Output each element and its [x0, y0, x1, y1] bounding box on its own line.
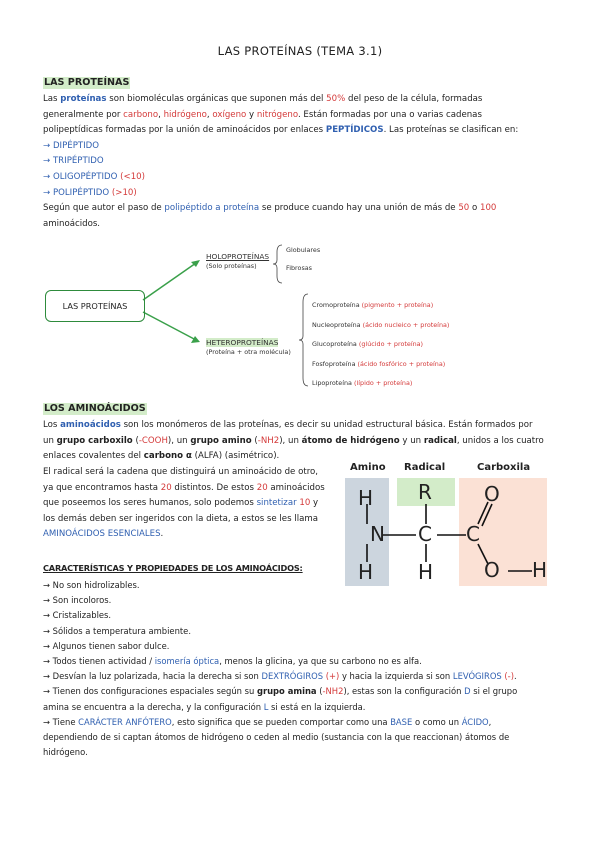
- atom-c-carboxyl: C: [466, 522, 480, 546]
- atom-c-alpha: C: [418, 522, 432, 546]
- text-line: Las proteínas son biomoléculas orgánicas que suponen más del 50% del peso de la célula, formadas: [43, 94, 483, 104]
- holo-title: HOLOPROTEÍNAS: [206, 252, 270, 261]
- atom-h-top: H: [358, 486, 374, 510]
- section-heading-caracteristicas: CARACTERÍSTICAS Y PROPIEDADES DE LOS AMINOÁCIDOS:: [43, 563, 303, 573]
- atom-n: N: [370, 522, 385, 546]
- page-title: LAS PROTEÍNAS (TEMA 3.1): [217, 44, 383, 58]
- arrow-to-hetero: [143, 312, 196, 340]
- hetero-item: Fosfoproteína (ácido fosfórico + proteína): [312, 360, 446, 368]
- label-radical: Radical: [404, 462, 446, 473]
- properties-list: [43, 578, 563, 760]
- list-item-continuation: hidrógeno.: [43, 747, 88, 758]
- list-item-continuation: dependiendo de si captan átomos de hidrógeno o ceden al medio (sustancia con la que reaccionan) átomos de: [43, 732, 510, 743]
- list-item: → No son hidrolizables.: [43, 580, 140, 590]
- text-line: aminoácidos.: [43, 218, 101, 229]
- brace-holo: [273, 245, 282, 283]
- text-line: AMINOÁCIDOS ESENCIALES.: [43, 529, 164, 540]
- holo-item-fibrosas: Fibrosas: [286, 264, 313, 272]
- text-line: enlaces covalentes del carbono α (ALFA) (asimétrico).: [43, 451, 280, 462]
- atom-o-double: O: [484, 482, 500, 506]
- list-item: → Tiene CARÁCTER ANFÓTERO, esto significa que se pueden comportar como una BASE o como un ÁCIDO,: [43, 716, 492, 727]
- holo-item-globulares: Globulares: [286, 246, 321, 254]
- classification-diagram: [0, 240, 600, 400]
- text-line: ya que encontramos hasta 20 distintos. De estos 20 aminoácidos: [43, 482, 325, 493]
- root-node-label: LAS PROTEÍNAS: [62, 301, 128, 311]
- list-item: → Desvían la luz polarizada, hacia la derecha si son DEXTRÓGIROS (+) y hacia la izquierda si son LEVÓGIROS (-).: [43, 671, 517, 682]
- text-line: que poseemos los seres humanos, solo podemos sintetizar 10 y: [43, 498, 319, 509]
- hetero-title: HETEROPROTEÍNAS: [206, 338, 279, 347]
- text-line: polipeptídicas formadas por la unión de aminoácidos por enlaces PEPTÍDICOS. Las proteínas se clasifican en:: [43, 125, 519, 136]
- holo-subtitle: (Solo proteínas): [206, 262, 257, 270]
- list-item: → DIPÉPTIDO: [43, 140, 100, 151]
- brace-hetero: [299, 294, 308, 386]
- list-item: → Algunos tienen sabor dulce.: [43, 640, 170, 651]
- atom-h-hydroxyl: H: [532, 558, 548, 582]
- hetero-item: Lipoproteína (lípido + proteína): [312, 379, 413, 387]
- hetero-item: Glucoproteína (glúcido + proteína): [312, 340, 424, 348]
- list-item: → OLIGOPÉPTIDO (<10): [43, 171, 145, 182]
- list-item: → POLIPÉPTIDO (>10): [43, 187, 137, 198]
- text-line: los demás deben ser ingeridos con la dieta, a estos se les llama: [43, 513, 318, 524]
- atom-r: R: [418, 480, 432, 504]
- text-line: El radical será la cadena que distinguirá un aminoácido de otro,: [43, 467, 319, 477]
- list-item: → Sólidos a temperatura ambiente.: [43, 625, 191, 636]
- arrow-to-holo: [143, 263, 196, 300]
- atom-o-hydroxyl: O: [484, 558, 500, 582]
- list-item: → Todos tienen actividad / isomería óptica, menos la glicina, ya que su carbono no es alfa.: [43, 656, 422, 667]
- label-carboxila: Carboxila: [477, 462, 531, 473]
- root-node-box: [45, 290, 145, 322]
- list-item: → TRIPÉPTIDO: [43, 156, 104, 167]
- text-line: Según que autor el paso de polipéptido a proteína se produce cuando hay una unión de más de 50 o 100: [43, 203, 497, 214]
- list-item: → Son incoloros.: [43, 595, 112, 606]
- section-heading-proteinas: LAS PROTEÍNAS: [44, 77, 130, 88]
- text-line: Los aminoácidos son los monómeros de las proteínas, es decir su unidad estructural básica. Están formados por: [43, 420, 533, 430]
- hetero-subtitle: (Proteína + otra molécula): [206, 348, 291, 356]
- atom-h-bottom: H: [358, 560, 374, 584]
- atom-h-alpha: H: [418, 560, 434, 584]
- list-item-continuation: amina se encuentra a la derecha, y la configuración L si está en la izquierda.: [43, 701, 366, 712]
- arrowhead-hetero: [191, 336, 200, 343]
- hetero-item: Cromoproteína (pigmento + proteína): [312, 301, 434, 309]
- section-heading-aminoacidos: LOS AMINOÁCIDOS: [44, 403, 146, 414]
- text-line: generalmente por carbono, hidrógeno, oxígeno y nitrógeno. Están formadas por una o varias cadenas: [43, 109, 482, 120]
- paragraph-proteinas: [43, 92, 558, 232]
- list-item: → Tienen dos configuraciones espaciales según su grupo amina (-NH2), estas son la configuración D si el grupo: [43, 686, 518, 697]
- paragraph-radical: [43, 465, 338, 543]
- text-line: un grupo carboxilo (-COOH), un grupo amino (-NH2), un átomo de hidrógeno y un radical, unidos a los cuatro: [43, 435, 544, 446]
- hetero-item: Nucleoproteína (ácido nucleico + proteína): [312, 321, 450, 329]
- aminoacid-structure-figure: [342, 458, 550, 588]
- list-item: → Cristalizables.: [43, 610, 112, 621]
- label-amino: Amino: [350, 462, 386, 473]
